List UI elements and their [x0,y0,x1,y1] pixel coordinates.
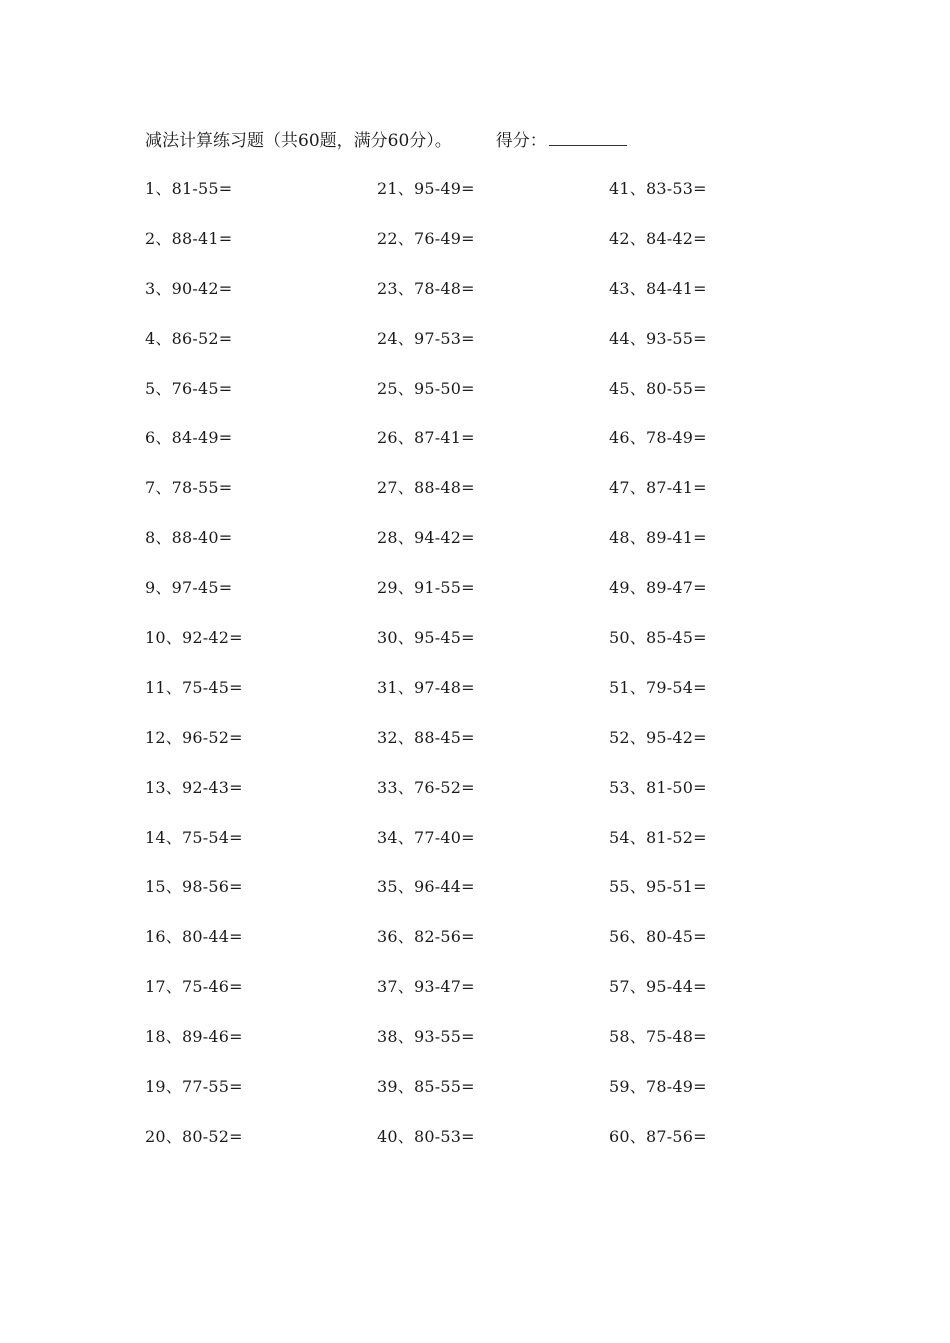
problem-item: 18、89-46= [145,1027,243,1047]
problem-item: 14、75-54= [145,827,243,847]
problem-item: 58、75-48= [609,1027,707,1047]
problem-item: 56、80-45= [609,927,707,947]
problem-item: 37、93-47= [377,977,475,997]
problem-item: 24、97-53= [377,328,475,348]
problem-item: 44、93-55= [609,328,707,348]
problem-item: 46、78-49= [609,428,707,448]
problem-item: 15、98-56= [145,877,243,897]
problem-item: 16、80-44= [145,927,243,947]
problem-item: 38、93-55= [377,1027,475,1047]
problem-item: 55、95-51= [609,877,707,897]
problem-item: 28、94-42= [377,528,475,548]
problem-item: 21、95-49= [377,179,475,198]
problem-item: 31、97-48= [377,677,475,697]
problem-item: 51、79-54= [609,677,707,697]
problem-item: 17、75-46= [145,977,243,997]
problem-item: 27、88-48= [377,478,475,498]
problem-item: 34、77-40= [377,827,475,847]
problem-item: 60、87-56= [609,1126,707,1146]
problem-item: 54、81-52= [609,827,707,847]
problem-item: 3、90-42= [145,278,233,298]
problem-item: 50、85-45= [609,628,707,648]
problem-item: 5、76-45= [145,378,233,398]
problem-item: 30、95-45= [377,628,475,648]
problem-item: 47、87-41= [609,478,707,498]
problem-item: 1、81-55= [145,179,233,198]
problem-item: 36、82-56= [377,927,475,947]
problem-item: 39、85-55= [377,1077,475,1097]
problem-item: 9、97-45= [145,578,233,598]
problem-item: 25、95-50= [377,378,475,398]
problem-item: 11、75-45= [145,677,243,697]
problem-item: 20、80-52= [145,1126,243,1146]
problem-item: 40、80-53= [377,1126,475,1146]
problem-item: 49、89-47= [609,578,707,598]
problem-item: 29、91-55= [377,578,475,598]
score-label: 得分： [495,131,547,151]
problem-item: 26、87-41= [377,428,475,448]
problem-item: 59、78-49= [609,1077,707,1097]
problem-item: 48、89-41= [609,528,707,548]
problem-item: 23、78-48= [377,278,475,298]
problem-item: 32、88-45= [377,727,475,747]
problem-item: 13、92-43= [145,777,243,797]
problem-item: 2、88-41= [145,228,233,248]
worksheet-header [145,128,627,153]
problem-item: 6、84-49= [145,428,233,448]
problem-item: 52、95-42= [609,727,707,747]
problem-item: 53、81-50= [609,777,707,797]
problem-item: 35、96-44= [377,877,475,897]
problem-item: 22、76-49= [377,228,475,248]
problem-item: 19、77-55= [145,1077,243,1097]
problem-item: 8、88-40= [145,528,233,548]
problem-item: 41、83-53= [609,179,707,198]
score-blank-line[interactable] [549,128,627,146]
problem-item: 42、84-42= [609,228,707,248]
problem-item: 10、92-42= [145,628,243,648]
problem-item: 33、76-52= [377,777,475,797]
problem-item: 12、96-52= [145,727,243,747]
problem-item: 57、95-44= [609,977,707,997]
problem-item: 4、86-52= [145,328,233,348]
worksheet-title: 减法计算练习题（共60题，满分60分）。 [145,131,452,151]
problem-item: 7、78-55= [145,478,233,498]
problem-grid [145,177,845,1175]
problem-item: 43、84-41= [609,278,707,298]
problem-item: 45、80-55= [609,378,707,398]
